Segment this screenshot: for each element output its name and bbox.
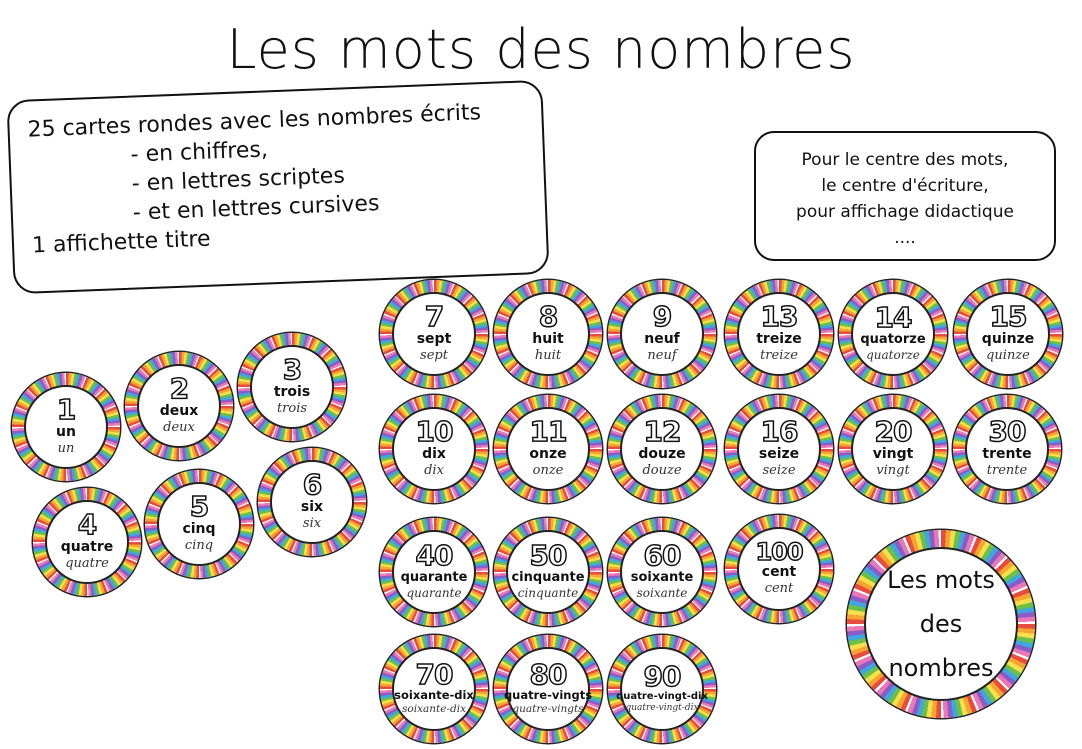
card-cursive-word: six (302, 515, 322, 531)
card-word: vingt (872, 446, 914, 463)
number-card (839, 280, 947, 388)
card-number: 8 (538, 300, 558, 334)
card-number: 7 (424, 300, 444, 334)
title-card-line: Les mots (887, 566, 995, 594)
card-word: douze (638, 446, 686, 463)
card-cursive-word: cinq (184, 537, 214, 553)
card-number: 50 (529, 539, 567, 573)
card-cursive-word: seize (762, 462, 796, 478)
number-card (725, 395, 833, 503)
card-cursive-word: huit (534, 347, 562, 363)
card-number: 1 (56, 393, 76, 427)
number-card (608, 635, 716, 743)
usage-box (754, 131, 1056, 261)
card-word: soixante-dix (394, 688, 474, 703)
card-word: soixante (630, 570, 694, 586)
number-card (12, 373, 120, 481)
usage-line: le centre d'écriture, (821, 176, 989, 196)
number-card (608, 395, 716, 503)
card-word: quatre (60, 539, 114, 556)
number-card (33, 488, 141, 596)
number-card (839, 395, 947, 503)
card-word: cinq (182, 521, 216, 538)
card-number: 20 (874, 415, 912, 449)
number-card (380, 395, 488, 503)
card-number: 15 (989, 300, 1027, 334)
number-card (494, 280, 602, 388)
card-number: 16 (760, 415, 798, 449)
description-line: 1 affichette titre (31, 226, 211, 259)
card-cursive-word: onze (532, 462, 564, 478)
card-number: 2 (169, 372, 189, 406)
number-card (380, 280, 488, 388)
card-number: 70 (415, 658, 453, 692)
card-number: 9 (652, 300, 672, 334)
card-cursive-word: quatre-vingt-dix (625, 703, 699, 714)
card-cursive-word: neuf (647, 347, 677, 363)
number-card (125, 352, 233, 460)
card-word: cinquante (511, 570, 585, 586)
card-number: 3 (282, 353, 302, 387)
card-word: quarante (400, 570, 468, 586)
number-card (494, 395, 602, 503)
description-line: 25 cartes rondes avec les nombres écrits (27, 100, 482, 143)
card-word: un (56, 424, 76, 441)
number-card (608, 518, 716, 626)
number-card (608, 280, 716, 388)
description-line: - en chiffres, (130, 137, 269, 168)
card-word: seize (758, 446, 800, 463)
card-word: six (300, 499, 324, 516)
card-cursive-word: trois (276, 400, 308, 416)
card-cursive-word: trente (986, 462, 1028, 478)
card-cursive-word: cent (764, 580, 794, 596)
card-number: 90 (643, 660, 681, 694)
card-number: 60 (643, 539, 681, 573)
card-cursive-word: deux (163, 419, 195, 435)
number-card (725, 515, 833, 623)
card-number: 80 (529, 658, 567, 692)
card-number: 100 (755, 538, 803, 567)
card-word: deux (159, 403, 199, 420)
card-cursive-word: soixante (636, 586, 688, 600)
card-number: 10 (415, 415, 453, 449)
card-word: quatorze (860, 332, 926, 348)
card-word: huit (532, 331, 564, 348)
usage-line: pour affichage didactique (796, 202, 1014, 222)
card-cursive-word: quinze (986, 347, 1030, 363)
card-number: 5 (189, 490, 209, 524)
card-word: sept (416, 331, 452, 348)
description-line: - et en lettres cursives (132, 191, 380, 226)
card-cursive-word: quatre (65, 555, 109, 571)
card-word: neuf (644, 331, 680, 348)
card-cursive-word: un (57, 440, 75, 456)
card-cursive-word: quarante (406, 586, 462, 600)
card-cursive-word: sept (420, 347, 448, 363)
card-word: onze (529, 446, 567, 463)
number-card (953, 395, 1061, 503)
card-word: quinze (981, 331, 1035, 348)
card-cursive-word: vingt (876, 462, 910, 478)
number-card (380, 635, 488, 743)
card-number: 13 (760, 300, 798, 334)
card-word: quatre-vingts (503, 688, 593, 703)
card-number: 4 (77, 508, 97, 542)
card-word: trente (982, 446, 1032, 463)
card-cursive-word: douze (642, 462, 682, 478)
number-card (494, 635, 602, 743)
card-word: trois (273, 384, 311, 401)
card-cursive-word: cinquante (517, 586, 579, 600)
card-cursive-word: dix (424, 462, 444, 478)
card-word: cent (761, 564, 797, 581)
card-number: 14 (874, 301, 912, 335)
description-box (6, 80, 549, 294)
title-card (847, 530, 1035, 718)
card-cursive-word: soixante-dix (402, 703, 466, 716)
card-number: 12 (643, 415, 681, 449)
number-card (494, 518, 602, 626)
card-word: dix (422, 446, 446, 463)
card-cursive-word: treize (760, 347, 798, 363)
card-number: 30 (988, 415, 1026, 449)
title-card-line: des nombres (888, 610, 994, 682)
card-number: 6 (302, 468, 322, 502)
card-number: 40 (415, 539, 453, 573)
card-word: treize (756, 331, 802, 348)
number-card (954, 280, 1062, 388)
card-word: quatre-vingt-dix (616, 691, 708, 703)
usage-line: .... (894, 228, 916, 248)
usage-line: Pour le centre des mots, (801, 150, 1009, 170)
card-number: 11 (529, 415, 567, 449)
description-line: - en lettres scriptes (131, 163, 346, 197)
card-cursive-word: quatorze (866, 348, 920, 362)
number-card (258, 448, 366, 556)
number-card (238, 333, 346, 441)
number-card (145, 470, 253, 578)
page-title: Les mots des nombres (226, 18, 856, 81)
number-card (725, 280, 833, 388)
card-cursive-word: quatre-vingts (512, 703, 584, 716)
number-card (380, 518, 488, 626)
